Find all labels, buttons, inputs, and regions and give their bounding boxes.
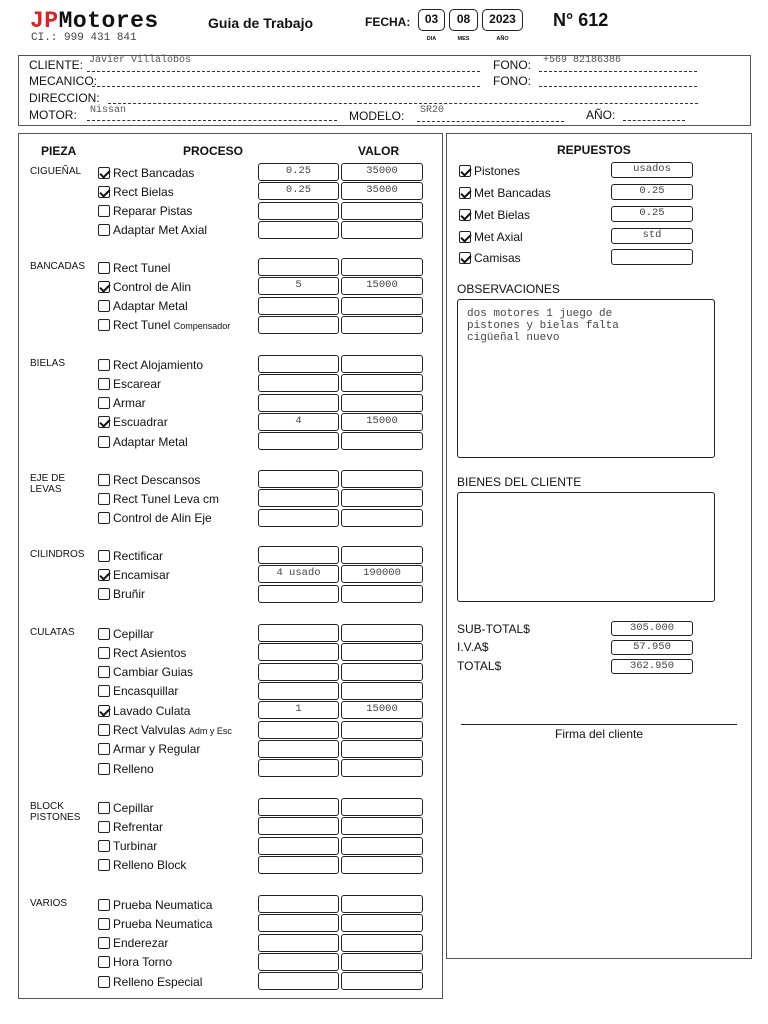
qty-field[interactable] — [258, 470, 339, 488]
process-item-text: Reparar Pistas — [113, 204, 193, 219]
repuesto-met-bielas[interactable] — [459, 205, 530, 224]
order-number: N° 612 — [553, 10, 609, 30]
qty-field[interactable] — [258, 817, 339, 835]
qty-field[interactable]: 5 — [258, 277, 339, 295]
brand-logo: JPMotores — [30, 8, 159, 34]
checkbox-empty-icon[interactable] — [98, 899, 110, 911]
process-item-label — [113, 975, 202, 989]
iva-field[interactable]: 57.950 — [611, 640, 693, 655]
process-item-label — [113, 801, 154, 815]
checkbox-empty-icon[interactable] — [98, 840, 110, 852]
subtotal-field[interactable]: 305.000 — [611, 621, 693, 636]
process-item-bielas-armar[interactable] — [98, 394, 146, 413]
qty-field[interactable] — [258, 663, 339, 681]
process-item-label — [113, 917, 212, 931]
process-item-text: Relleno Especial — [113, 974, 203, 989]
valor-field[interactable] — [341, 202, 423, 220]
process-item-text: Rect Bancadas — [113, 165, 195, 180]
process-item-varios-prueba-neumatica[interactable] — [98, 895, 212, 914]
repuesto-met-bancadas[interactable] — [459, 183, 551, 202]
process-item-bancadas-control-de-alin[interactable] — [98, 277, 191, 296]
group-label-bielas: BIELAS — [30, 358, 66, 369]
fono2-field[interactable] — [539, 86, 697, 87]
checkbox-empty-icon[interactable] — [98, 319, 110, 331]
repuesto-camisas[interactable] — [459, 248, 521, 267]
process-item-bielas-escuadrar[interactable] — [98, 413, 168, 432]
bienes-label: BIENES DEL CLIENTE — [457, 475, 582, 489]
valor-field[interactable] — [341, 585, 423, 603]
process-item-label — [113, 742, 200, 756]
process-item-text: Lavado Culata — [113, 703, 191, 718]
signature-line[interactable] — [461, 724, 737, 725]
motor-line — [87, 120, 337, 121]
process-item-label — [113, 665, 193, 679]
repuesto-value-field[interactable]: 0.25 — [611, 206, 693, 222]
checkbox-empty-icon[interactable] — [98, 937, 110, 949]
process-item-label — [113, 723, 232, 737]
process-item-culatas-rect-asientos[interactable] — [98, 643, 186, 662]
valor-field[interactable] — [341, 740, 423, 758]
process-item-text: Prueba Neumatica — [113, 897, 213, 912]
process-item-text: Cambiar Guias — [113, 665, 194, 680]
checkbox-empty-icon[interactable] — [98, 821, 110, 833]
process-item-label — [113, 858, 186, 872]
process-item-label — [113, 358, 203, 372]
qty-field[interactable] — [258, 509, 339, 527]
process-item-text: Hora Torno — [113, 955, 173, 970]
checkbox-empty-icon[interactable] — [98, 956, 110, 968]
qty-field[interactable]: 4 — [258, 413, 339, 431]
process-item-label — [113, 704, 190, 718]
qty-field[interactable] — [258, 489, 339, 507]
date-day-field[interactable]: 03 — [418, 9, 445, 31]
process-item-varios-relleno-especial[interactable] — [98, 972, 202, 991]
process-item-text: Relleno Block — [113, 858, 187, 873]
date-year-field[interactable]: 2023 — [482, 9, 523, 31]
checkbox-checked-icon[interactable] — [98, 281, 110, 293]
direccion-label: DIRECCION: — [29, 91, 100, 105]
checkbox-empty-icon[interactable] — [98, 378, 110, 390]
process-item-label — [113, 396, 146, 410]
valor-field[interactable]: 35000 — [341, 182, 423, 200]
process-item-label — [113, 280, 191, 294]
process-item-text: Adaptar Met Axial — [113, 223, 208, 238]
process-item-block-pistones-refrentar[interactable] — [98, 817, 163, 836]
qty-field[interactable] — [258, 546, 339, 564]
qty-field[interactable] — [258, 202, 339, 220]
process-item-label — [113, 839, 157, 853]
valor-field[interactable] — [341, 934, 423, 952]
process-item-ciguenal-rect-bielas[interactable] — [98, 182, 174, 201]
process-item-block-pistones-turbinar[interactable] — [98, 837, 157, 856]
valor-field[interactable] — [341, 721, 423, 739]
fono1-field[interactable]: +569 82186386 — [543, 55, 622, 66]
col-proceso-header: PROCESO — [183, 144, 244, 158]
checkbox-empty-icon[interactable] — [98, 205, 110, 217]
process-item-varios-enderezar[interactable] — [98, 934, 168, 953]
process-item-text: Control de Alin Eje — [113, 511, 212, 526]
checkbox-empty-icon[interactable] — [98, 512, 110, 524]
process-item-text: Rect Descansos — [113, 472, 201, 487]
anio-field[interactable] — [623, 120, 685, 121]
valor-field[interactable] — [341, 663, 423, 681]
valor-field[interactable] — [341, 355, 423, 373]
qty-field[interactable] — [258, 972, 339, 990]
checkbox-checked-icon[interactable] — [459, 231, 471, 243]
qty-field[interactable] — [258, 394, 339, 412]
process-item-ciguenal-rect-bancadas[interactable] — [98, 163, 194, 182]
checkbox-empty-icon[interactable] — [98, 859, 110, 871]
repuesto-met-axial[interactable] — [459, 227, 523, 246]
process-item-label — [113, 568, 170, 582]
process-item-cilindros-encamisar[interactable] — [98, 565, 170, 584]
process-item-block-pistones-relleno-block[interactable] — [98, 856, 186, 875]
repuesto-label: Met Bielas — [474, 207, 531, 222]
iva-label: I.V.A$ — [457, 640, 489, 654]
process-item-text: Rect Tunel Leva cm — [113, 491, 220, 506]
process-item-text: Relleno — [113, 761, 154, 776]
process-item-eje-de-levas-control-de-alin-eje[interactable] — [98, 509, 212, 528]
company-id: CI.: 999 431 841 — [31, 32, 137, 44]
process-item-subtext: Compensador — [173, 321, 231, 332]
process-item-label — [113, 587, 145, 601]
checkbox-empty-icon[interactable] — [98, 436, 110, 448]
checkbox-empty-icon[interactable] — [98, 976, 110, 988]
valor-field[interactable] — [341, 837, 423, 855]
checkbox-empty-icon[interactable] — [98, 685, 110, 697]
process-item-ciguenal-adaptar-met-axial[interactable] — [98, 221, 207, 240]
process-item-bancadas-rect-tunel-compensador[interactable] — [98, 316, 230, 335]
process-item-label — [113, 549, 163, 563]
qty-field[interactable] — [258, 856, 339, 874]
process-item-text: Armar — [113, 396, 146, 411]
process-item-bancadas-adaptar-metal[interactable] — [98, 297, 188, 316]
valor-field[interactable] — [341, 972, 423, 990]
process-item-text: Rect Valvulas — [113, 723, 186, 737]
total-label: TOTAL$ — [457, 659, 502, 673]
signature-label: Firma del cliente — [554, 727, 644, 741]
repuesto-value-field[interactable] — [611, 249, 693, 265]
process-item-text: Armar y Regular — [113, 742, 201, 757]
process-item-culatas-cepillar[interactable] — [98, 624, 154, 643]
repuesto-label: Pistones — [474, 163, 521, 178]
date-year-label: AÑO — [496, 36, 509, 42]
valor-field[interactable] — [341, 258, 423, 276]
qty-field[interactable] — [258, 355, 339, 373]
valor-field[interactable] — [341, 489, 423, 507]
process-item-label — [113, 415, 168, 429]
process-item-bielas-adaptar-metal[interactable] — [98, 432, 188, 451]
process-item-label — [113, 762, 154, 776]
process-item-label — [113, 492, 219, 506]
valor-field[interactable] — [341, 624, 423, 642]
process-item-culatas-relleno[interactable] — [98, 759, 154, 778]
valor-field[interactable]: 15000 — [341, 277, 423, 295]
checkbox-checked-icon[interactable] — [98, 416, 110, 428]
valor-field[interactable] — [341, 316, 423, 334]
process-item-label — [113, 185, 174, 199]
fono1-label: FONO: — [493, 58, 531, 72]
valor-field[interactable] — [341, 953, 423, 971]
valor-field[interactable]: 15000 — [341, 701, 423, 719]
checkbox-empty-icon[interactable] — [98, 474, 110, 486]
process-item-label — [113, 511, 212, 525]
repuesto-value-field[interactable]: usados — [611, 162, 693, 178]
process-item-label — [113, 377, 161, 391]
group-label-block-pistones: BLOCK PISTONES — [30, 801, 81, 823]
qty-field[interactable] — [258, 374, 339, 392]
process-item-label — [113, 223, 207, 237]
valor-field[interactable] — [341, 297, 423, 315]
process-item-text: Encasquillar — [113, 684, 179, 699]
direccion-field[interactable] — [108, 103, 698, 104]
fono1-line — [539, 71, 697, 72]
valor-field[interactable] — [341, 759, 423, 777]
process-item-label — [113, 204, 192, 218]
process-item-text: Rect Asientos — [113, 645, 187, 660]
process-item-text: Enderezar — [113, 936, 169, 951]
checkbox-empty-icon[interactable] — [98, 588, 110, 600]
checkbox-empty-icon[interactable] — [98, 224, 110, 236]
process-item-label — [113, 299, 188, 313]
checkbox-checked-icon[interactable] — [98, 569, 110, 581]
process-item-culatas-lavado-culata[interactable] — [98, 701, 190, 720]
qty-field[interactable] — [258, 721, 339, 739]
process-item-text: Control de Alin — [113, 279, 192, 294]
mecanico-field[interactable] — [92, 86, 480, 87]
process-item-cilindros-brunir[interactable] — [98, 585, 145, 604]
qty-field[interactable] — [258, 953, 339, 971]
observaciones-textarea[interactable]: dos motores 1 juego de pistones y bielas falta cigüeñal nuevo — [457, 299, 715, 458]
fono2-label: FONO: — [493, 74, 531, 88]
modelo-label: MODELO: — [349, 109, 405, 123]
group-label-bancadas: BANCADAS — [30, 261, 86, 272]
qty-field[interactable] — [258, 316, 339, 334]
qty-field[interactable] — [258, 297, 339, 315]
date-day-label: DIA — [426, 36, 437, 42]
fecha-label: FECHA: — [365, 15, 411, 29]
process-item-label — [113, 261, 170, 275]
process-item-label — [113, 473, 200, 487]
process-item-label — [113, 627, 154, 641]
date-month-label: MES — [457, 36, 470, 42]
qty-field[interactable]: 4 usado — [258, 565, 339, 583]
process-item-text: Bruñir — [113, 587, 146, 602]
repuesto-label: Met Bancadas — [474, 185, 551, 200]
process-item-label — [113, 936, 168, 950]
checkbox-empty-icon[interactable] — [98, 647, 110, 659]
anio-label: AÑO: — [586, 108, 616, 122]
cliente-label: CLIENTE: — [29, 58, 84, 72]
process-item-label — [113, 646, 186, 660]
valor-field[interactable] — [341, 374, 423, 392]
group-label-culatas: CULATAS — [30, 627, 75, 638]
checkbox-empty-icon[interactable] — [98, 493, 110, 505]
checkbox-checked-icon[interactable] — [459, 209, 471, 221]
process-item-subtext: Adm y Esc — [188, 726, 232, 736]
qty-field[interactable] — [258, 895, 339, 913]
checkbox-empty-icon[interactable] — [98, 550, 110, 562]
valor-field[interactable] — [341, 895, 423, 913]
valor-field[interactable] — [341, 856, 423, 874]
cliente-field[interactable]: Javier Villalobos — [89, 55, 192, 66]
mecanico-label: MECANICO: — [29, 74, 98, 88]
checkbox-empty-icon[interactable] — [98, 359, 110, 371]
valor-field[interactable] — [341, 643, 423, 661]
valor-field[interactable] — [341, 546, 423, 564]
qty-field[interactable] — [258, 798, 339, 816]
qty-field[interactable] — [258, 914, 339, 932]
valor-field[interactable] — [341, 432, 423, 450]
repuesto-pistones[interactable] — [459, 161, 520, 180]
qty-field[interactable] — [258, 682, 339, 700]
observaciones-label: OBSERVACIONES — [457, 282, 560, 296]
process-item-text: Prueba Neumatica — [113, 916, 213, 931]
group-label-cilindros: CILINDROS — [30, 549, 85, 560]
valor-field[interactable] — [341, 509, 423, 527]
valor-field[interactable]: 190000 — [341, 565, 423, 583]
repuesto-value-field[interactable]: std — [611, 228, 693, 244]
checkbox-checked-icon[interactable] — [98, 705, 110, 717]
date-month-field[interactable]: 08 — [449, 9, 478, 31]
process-item-text: Cepillar — [113, 800, 154, 815]
qty-field[interactable] — [258, 837, 339, 855]
checkbox-empty-icon[interactable] — [98, 300, 110, 312]
process-item-label — [113, 318, 230, 332]
repuestos-header: REPUESTOS — [557, 143, 631, 157]
modelo-field[interactable]: SR20 — [420, 105, 445, 116]
process-item-cilindros-rectificar[interactable] — [98, 546, 163, 565]
valor-field[interactable]: 15000 — [341, 413, 423, 431]
process-item-eje-de-levas-rect-tunel-leva-cm[interactable] — [98, 489, 219, 508]
qty-field[interactable] — [258, 934, 339, 952]
process-item-text: Rect Tunel — [113, 318, 171, 333]
modelo-line — [417, 121, 564, 122]
group-label-eje-de-levas: EJE DE LEVAS — [30, 473, 66, 495]
qty-field[interactable] — [258, 258, 339, 276]
checkbox-empty-icon[interactable] — [98, 743, 110, 755]
process-item-bancadas-rect-tunel[interactable] — [98, 258, 170, 277]
valor-field[interactable] — [341, 221, 423, 239]
process-item-block-pistones-cepillar[interactable] — [98, 798, 154, 817]
process-item-culatas-rect-valvulas-adm-y-esc[interactable] — [98, 721, 232, 740]
process-item-label — [113, 166, 194, 180]
document-title: Guia de Trabajo — [208, 15, 314, 31]
process-item-text: Encamisar — [113, 567, 170, 582]
valor-field[interactable]: 35000 — [341, 163, 423, 181]
valor-field[interactable] — [341, 817, 423, 835]
repuesto-label: Camisas — [474, 250, 521, 265]
process-item-ciguenal-reparar-pistas[interactable] — [98, 202, 192, 221]
checkbox-empty-icon[interactable] — [98, 918, 110, 930]
process-item-text: Rect Alojamiento — [113, 357, 204, 372]
checkbox-checked-icon[interactable] — [98, 186, 110, 198]
qty-field[interactable] — [258, 624, 339, 642]
process-item-label — [113, 955, 172, 969]
qty-field[interactable]: 0.25 — [258, 163, 339, 181]
checkbox-empty-icon[interactable] — [98, 666, 110, 678]
group-label-varios: VARIOS — [30, 898, 68, 909]
subtotal-label: SUB-TOTAL$ — [457, 622, 530, 636]
process-item-text: Turbinar — [113, 839, 158, 854]
checkbox-checked-icon[interactable] — [459, 187, 471, 199]
group-label-ciguenal: CIGUEÑAL — [30, 166, 82, 177]
process-item-label — [113, 435, 188, 449]
checkbox-checked-icon[interactable] — [98, 167, 110, 179]
cliente-line — [87, 71, 480, 72]
qty-field[interactable]: 0.25 — [258, 182, 339, 200]
valor-field[interactable] — [341, 470, 423, 488]
process-item-text: Escarear — [113, 376, 162, 391]
process-item-bielas-escarear[interactable] — [98, 374, 161, 393]
qty-field[interactable] — [258, 221, 339, 239]
process-item-culatas-encasquillar[interactable] — [98, 682, 178, 701]
valor-field[interactable] — [341, 798, 423, 816]
process-item-text: Rect Bielas — [113, 184, 174, 199]
repuesto-value-field[interactable]: 0.25 — [611, 184, 693, 200]
valor-field[interactable] — [341, 682, 423, 700]
qty-field[interactable] — [258, 643, 339, 661]
process-item-text: Adaptar Metal — [113, 299, 188, 314]
checkbox-empty-icon[interactable] — [98, 763, 110, 775]
motor-field[interactable]: Nissan — [90, 105, 127, 116]
valor-field[interactable] — [341, 914, 423, 932]
qty-field[interactable] — [258, 432, 339, 450]
checkbox-empty-icon[interactable] — [98, 628, 110, 640]
valor-field[interactable] — [341, 394, 423, 412]
bienes-textarea[interactable] — [457, 492, 715, 602]
qty-field[interactable] — [258, 585, 339, 603]
total-field[interactable]: 362.950 — [611, 659, 693, 674]
checkbox-checked-icon[interactable] — [459, 165, 471, 177]
repuesto-label: Met Axial — [474, 229, 523, 244]
process-item-text: Adaptar Metal — [113, 434, 188, 449]
checkbox-empty-icon[interactable] — [98, 724, 110, 736]
process-item-text: Rect Tunel — [113, 260, 171, 275]
process-item-label — [113, 684, 178, 698]
process-item-text: Rectificar — [113, 548, 164, 563]
process-item-text: Escuadrar — [113, 415, 168, 430]
process-item-eje-de-levas-rect-descansos[interactable] — [98, 470, 200, 489]
process-item-text: Cepillar — [113, 626, 154, 641]
process-item-culatas-cambiar-guias[interactable] — [98, 663, 193, 682]
process-item-bielas-rect-alojamiento[interactable] — [98, 355, 203, 374]
process-item-culatas-armar-y-regular[interactable] — [98, 740, 200, 759]
process-item-label — [113, 820, 163, 834]
motor-label: MOTOR: — [29, 108, 77, 122]
qty-field[interactable] — [258, 740, 339, 758]
checkbox-empty-icon[interactable] — [98, 802, 110, 814]
checkbox-empty-icon[interactable] — [98, 262, 110, 274]
qty-field[interactable]: 1 — [258, 701, 339, 719]
col-pieza-header: PIEZA — [41, 144, 77, 158]
process-item-varios-hora-torno[interactable] — [98, 953, 172, 972]
qty-field[interactable] — [258, 759, 339, 777]
checkbox-checked-icon[interactable] — [459, 252, 471, 264]
col-valor-header: VALOR — [358, 144, 400, 158]
process-item-label — [113, 898, 212, 912]
checkbox-empty-icon[interactable] — [98, 397, 110, 409]
process-item-text: Refrentar — [113, 819, 164, 834]
process-item-varios-prueba-neumatica[interactable] — [98, 914, 212, 933]
